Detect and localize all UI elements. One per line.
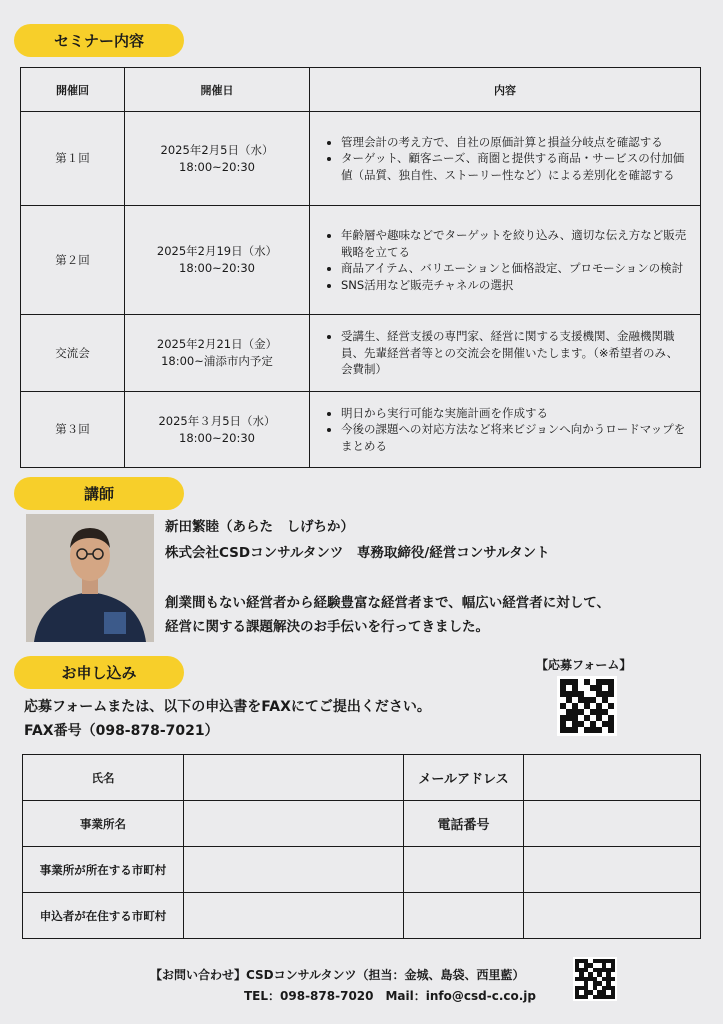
content-cell [310, 206, 701, 315]
fax-number: FAX番号（098-878-7021） [24, 723, 219, 739]
table-row [23, 755, 701, 801]
lecturer-photo [26, 514, 154, 642]
lecturer-bio-line-2: 経営に関する課題解決のお手伝いを行ってきました。 [165, 619, 489, 635]
table-row [23, 847, 701, 893]
office-city-label: 事業所が所在する市町村 [23, 847, 184, 893]
session-cell: 交流会 [21, 315, 125, 392]
list-item: • 年齢層や趣味などでターゲットを絞り込み、適切な伝え方など販売戦略を立てる [341, 227, 687, 260]
lecturer-heading: 講師 [14, 477, 184, 510]
contact-line-2: TEL：098-878-7020 Mail：info@csd-c.co.jp [244, 989, 536, 1003]
table-row [21, 315, 701, 392]
column-header-session: 開催回 [21, 68, 125, 112]
lecturer-bio-line-1: 創業間もない経営者から経験豊富な経営者まで、幅広い経営者に対して、 [165, 595, 610, 611]
office-city-field[interactable] [184, 847, 404, 893]
applicant-city-label: 申込者が在住する市町村 [23, 893, 184, 939]
form-qr-code[interactable] [557, 676, 617, 736]
session-cell: 第１回 [21, 112, 125, 206]
date-cell: 2025年2月21日（金） 18:00~浦添市内予定 [125, 315, 310, 392]
list-item: • 今後の課題への対応方法など将来ビジョンへ向かうロードマップをまとめる [341, 421, 687, 454]
name-label: 氏名 [23, 755, 184, 801]
phone-field[interactable] [524, 801, 701, 847]
list-item: • 受講生、経営支援の専門家、経営に関する支援機関、金融機関職員、先輩経営者等との交流会を開催いたします。（※希望者のみ、会費制） [341, 328, 687, 378]
seminar-table [20, 67, 701, 468]
office-city-field-3[interactable] [524, 847, 701, 893]
table-header-row [21, 68, 701, 112]
content-cell [310, 112, 701, 206]
office-name-label: 事業所名 [23, 801, 184, 847]
list-item: • 明日から実行可能な実施計画を作成する [341, 405, 687, 422]
content-cell [310, 315, 701, 392]
contact-qr-code[interactable] [573, 957, 617, 1001]
contact-line-1: 【お問い合わせ】CSDコンサルタンツ（担当：金城、島袋、西里藍） [150, 968, 525, 982]
email-label: メールアドレス [404, 755, 524, 801]
email-field[interactable] [524, 755, 701, 801]
application-form-table [22, 754, 701, 939]
list-item: • 商品アイテム、バリエーションと価格設定、プロモーションの検討 [341, 260, 687, 277]
applicant-city-field[interactable] [184, 893, 404, 939]
date-cell: 2025年2月19日（水） 18:00~20:30 [125, 206, 310, 315]
table-row [23, 893, 701, 939]
application-heading: お申し込み [14, 656, 184, 689]
column-header-date: 開催日 [125, 68, 310, 112]
lecturer-title: 株式会社CSDコンサルタンツ 専務取締役/経営コンサルタント [165, 545, 550, 561]
applicant-city-field-2[interactable] [404, 893, 524, 939]
list-item: • ターゲット、顧客ニーズ、商圏と提供する商品・サービスの付加価値（品質、独自性、ストーリー性など）による差別化を確認する [341, 150, 687, 183]
table-row [23, 801, 701, 847]
application-instruction: 応募フォームまたは、以下の申込書をFAXにてご提出ください。 [24, 699, 431, 715]
table-row [21, 392, 701, 468]
name-field[interactable] [184, 755, 404, 801]
lecturer-name: 新田繁睦（あらた しげちか） [165, 519, 354, 535]
date-cell: 2025年2月5日（水） 18:00~20:30 [125, 112, 310, 206]
phone-label: 電話番号 [404, 801, 524, 847]
date-cell: 2025年３月5日（水） 18:00~20:30 [125, 392, 310, 468]
column-header-content: 内容 [310, 68, 701, 112]
office-name-field[interactable] [184, 801, 404, 847]
session-cell: 第２回 [21, 206, 125, 315]
list-item: • 管理会計の考え方で、自社の原価計算と損益分岐点を確認する [341, 134, 687, 151]
content-cell [310, 392, 701, 468]
table-row [21, 112, 701, 206]
table-row [21, 206, 701, 315]
seminar-heading: セミナー内容 [14, 24, 184, 57]
form-label: 【応募フォーム】 [536, 658, 632, 672]
session-cell: 第３回 [21, 392, 125, 468]
applicant-city-field-3[interactable] [524, 893, 701, 939]
list-item: • SNS活用など販売チャネルの選択 [341, 277, 687, 294]
office-city-field-2[interactable] [404, 847, 524, 893]
